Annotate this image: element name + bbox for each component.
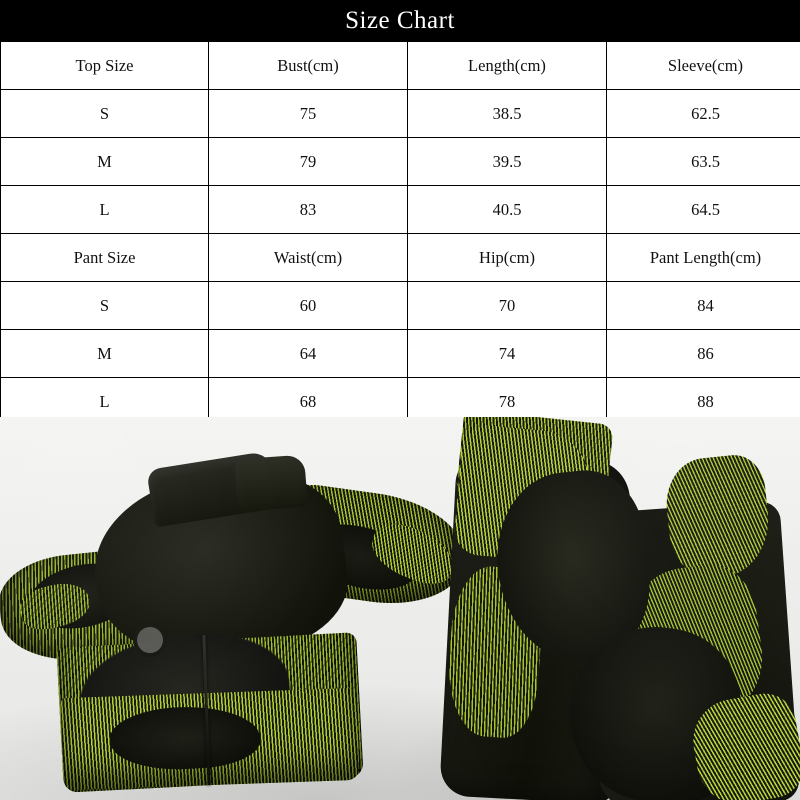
cell-waist: 64	[209, 330, 408, 378]
table-row	[1, 330, 800, 378]
cell-hip: 74	[408, 330, 607, 378]
cell-bust: 83	[209, 186, 408, 234]
cell-bust: 75	[209, 90, 408, 138]
column-header-bust: Bust(cm)	[209, 42, 408, 90]
cell-sleeve: 63.5	[607, 138, 800, 186]
cell-hip: 78	[408, 378, 607, 426]
cell-pant-size: L	[1, 378, 209, 426]
table-row	[1, 90, 800, 138]
size-chart-table	[0, 41, 800, 426]
cell-pant-size: S	[1, 282, 209, 330]
column-header-pant-length: Pant Length(cm)	[607, 234, 800, 282]
column-header-hip: Hip(cm)	[408, 234, 607, 282]
cell-top-size: S	[1, 90, 209, 138]
top-header-row	[1, 42, 800, 90]
cell-pant-length: 88	[607, 378, 800, 426]
pant-header-row	[1, 234, 800, 282]
page-title: Size Chart	[0, 0, 800, 41]
cell-hip: 70	[408, 282, 607, 330]
jacket-garment	[0, 435, 460, 765]
cell-pant-length: 84	[607, 282, 800, 330]
table-row	[1, 186, 800, 234]
cell-length: 38.5	[408, 90, 607, 138]
table-row	[1, 282, 800, 330]
cell-waist: 68	[209, 378, 408, 426]
cell-length: 39.5	[408, 138, 607, 186]
cell-waist: 60	[209, 282, 408, 330]
leggings-garment	[440, 417, 800, 800]
product-photo	[0, 417, 800, 800]
column-header-sleeve: Sleeve(cm)	[607, 42, 800, 90]
jacket-loop	[133, 623, 167, 657]
cell-sleeve: 64.5	[607, 186, 800, 234]
table-row	[1, 138, 800, 186]
cell-pant-length: 86	[607, 330, 800, 378]
jacket-collar-fold	[234, 455, 307, 512]
column-header-waist: Waist(cm)	[209, 234, 408, 282]
cell-length: 40.5	[408, 186, 607, 234]
cell-top-size: M	[1, 138, 209, 186]
column-header-length: Length(cm)	[408, 42, 607, 90]
cell-top-size: L	[1, 186, 209, 234]
cell-sleeve: 62.5	[607, 90, 800, 138]
cell-pant-size: M	[1, 330, 209, 378]
column-header-pant-size: Pant Size	[1, 234, 209, 282]
cell-bust: 79	[209, 138, 408, 186]
column-header-top-size: Top Size	[1, 42, 209, 90]
